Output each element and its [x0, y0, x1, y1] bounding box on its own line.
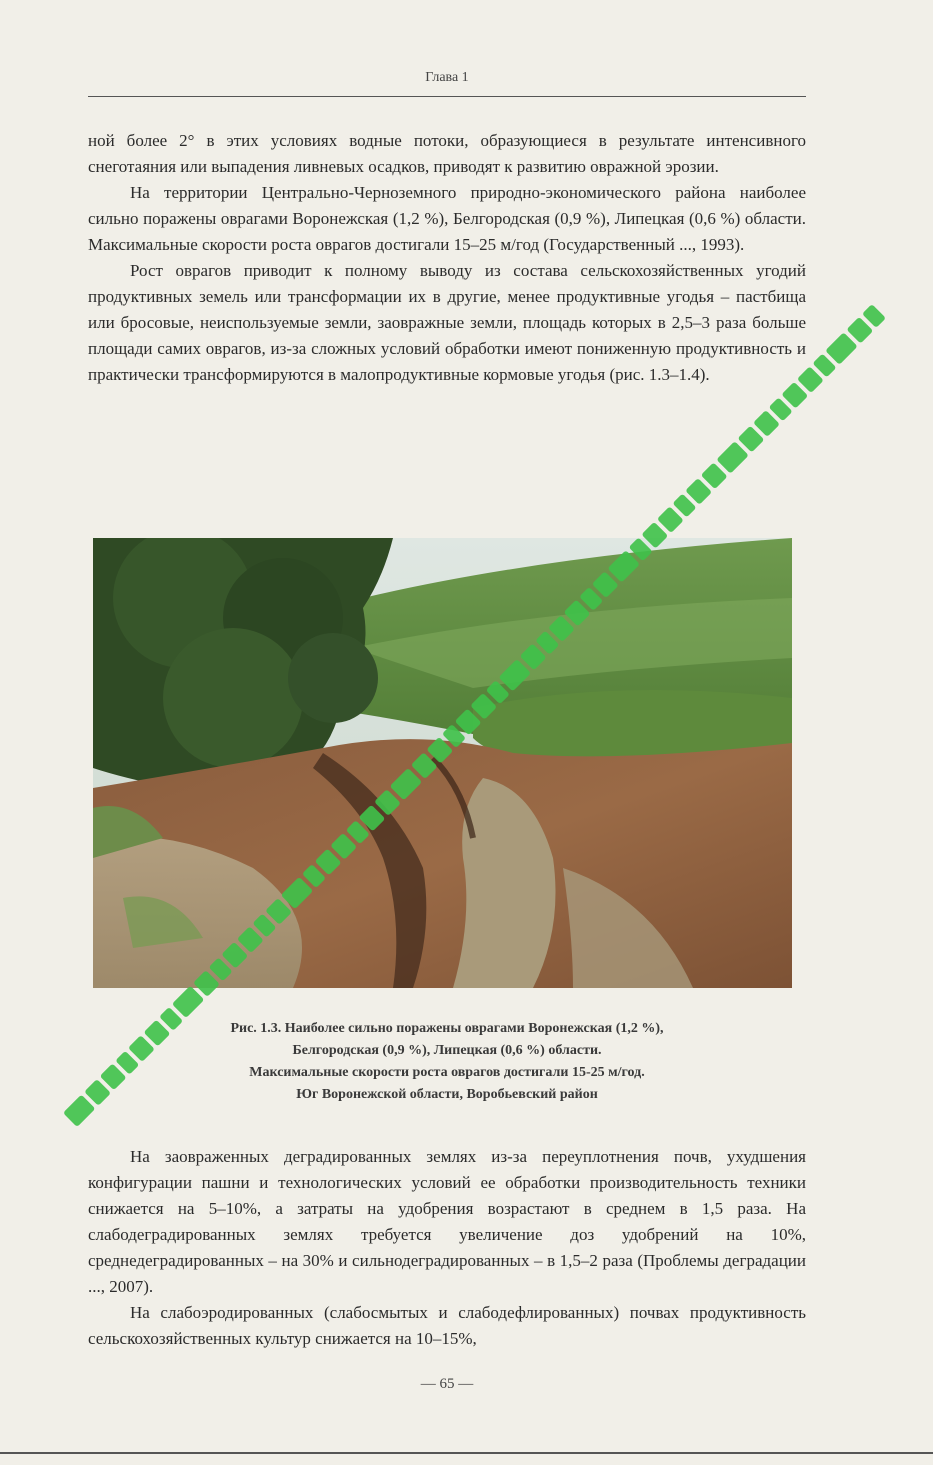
watermark-glyph	[672, 494, 696, 518]
header-divider	[88, 96, 806, 97]
watermark-glyph	[738, 426, 765, 453]
watermark-glyph	[753, 410, 780, 437]
figure-caption	[88, 1018, 806, 1106]
top-text-block	[88, 128, 806, 388]
bottom-text-block	[88, 1144, 806, 1352]
caption-line: Максимальные скорости роста оврагов достигали 15-25 м/год.	[249, 1065, 645, 1080]
watermark-glyph	[701, 462, 728, 489]
caption-line: Белгородская (0,9 %), Липецкая (0,6 %) области.	[292, 1043, 602, 1058]
watermark-glyph	[769, 397, 793, 421]
running-header: Глава 1	[425, 70, 469, 85]
watermark-glyph	[862, 304, 886, 328]
paragraph: ной более 2° в этих условиях водные потоки, образующиеся в результате интенсивного снеготаяния или выпадения ливневых осадков, приводят к развитию овражной эрозии.	[88, 131, 806, 176]
page-number: — 65 —	[420, 1376, 474, 1392]
watermark-glyph	[716, 441, 749, 474]
watermark-glyph	[825, 332, 858, 365]
paragraph: На заовраженных деградированных землях из-за переуплотнения почв, ухудшения конфигурации пашни и технологических условий ее обработки производительность техники снижается на 5–10%, а затраты на удобрения возрастают в среднем в 1,5 раза. На слабодеградированных землях требуется увеличение доз удобрений на 10%, среднедеградированных – на 30% и сильнодеградированных – в 1,5–2 раза (Проблемы деградации ..., 2007).	[88, 1147, 806, 1296]
paragraph: Рост оврагов приводит к полному выводу из состава сельскохозяйственных угодий продуктивных земель или трансформации их в другие, менее продуктивные угодья – пастбища или бросовые, неиспользуемые земли, заовражные земли, площадь которых в 2,5–3 раза больше площади самих оврагов, из-за сложных условий обработки имеют пониженную продуктивность и практически трансформируются в малопродуктивные кормовые угодья (рис. 1.3–1.4).	[88, 261, 806, 384]
ravine-photo	[93, 538, 792, 988]
paragraph: На территории Центрально-Черноземного природно-экономического района наиболее сильно поражены оврагами Воронежская (1,2 %), Белгородская (0,9 %), Липецкая (0,6 %) области. Максимальные скорости роста оврагов достигали 15–25 м/год (Государственный ..., 1993).	[88, 183, 806, 254]
watermark-glyph	[172, 986, 205, 1019]
watermark-glyph	[657, 506, 684, 533]
watermark-glyph	[812, 353, 836, 377]
caption-line: Юг Воронежской области, Воробьевский район	[296, 1087, 598, 1102]
scan-edge-line	[0, 1452, 933, 1454]
watermark-glyph	[685, 478, 712, 505]
watermark-glyph	[846, 317, 873, 344]
caption-line: Рис. 1.3. Наиболее сильно поражены оврагами Воронежская (1,2 %),	[230, 1021, 664, 1036]
paragraph: На слабоэродированных (слабосмытых и слабодефлированных) почвах продуктивность сельскохозяйственных культур снижается на 10–15%,	[88, 1303, 806, 1348]
